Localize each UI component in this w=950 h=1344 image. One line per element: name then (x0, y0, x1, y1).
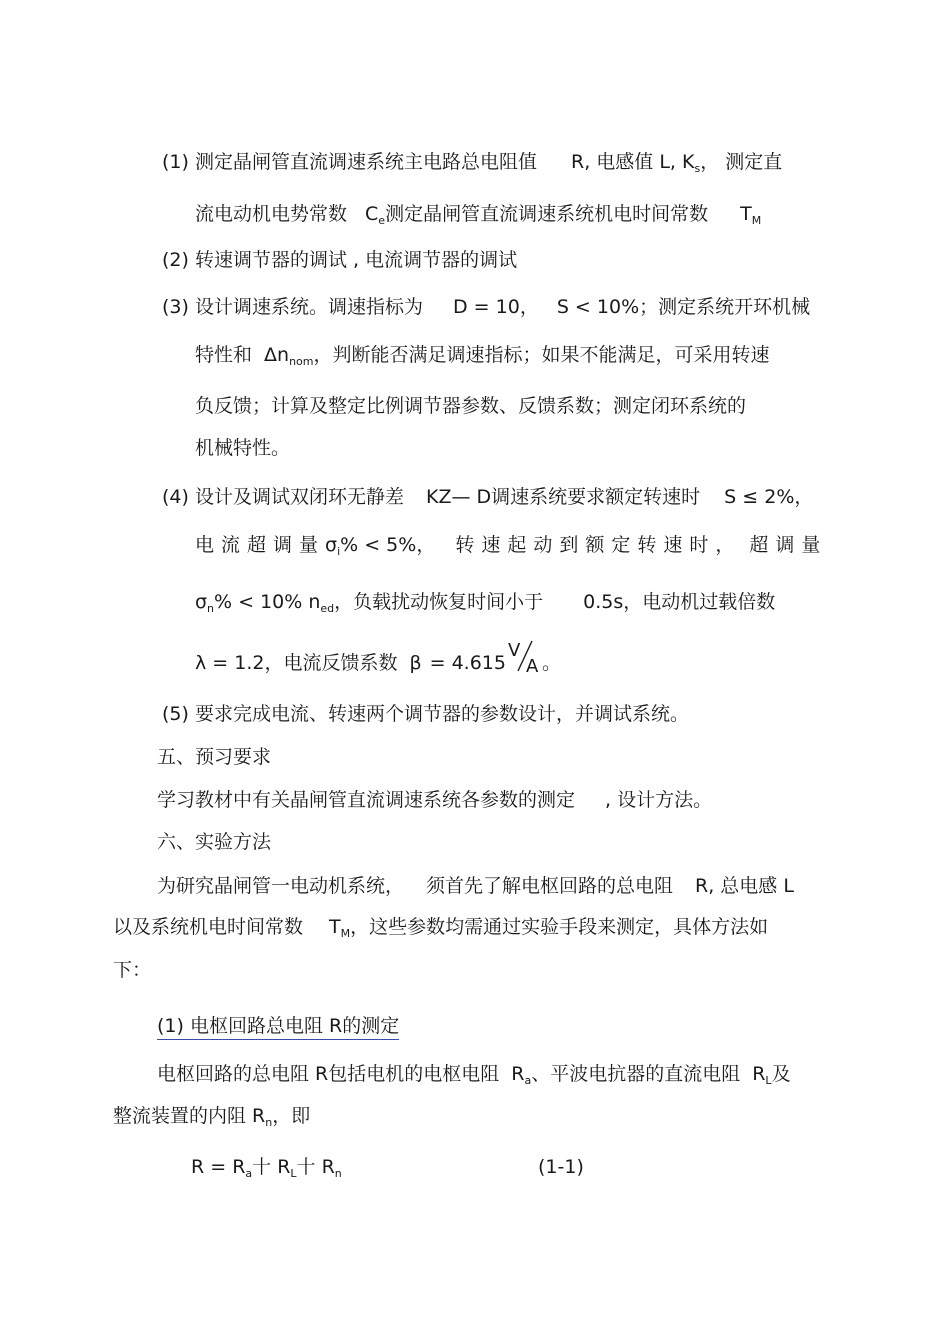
fraction-denominator: A (525, 656, 539, 677)
text-segment: S < 10%；测定系统开环机械 (556, 296, 811, 318)
text-segment: R, 总电感 L (695, 875, 794, 897)
text-segment: 电枢回路的总电阻 R包括电机的电枢电阻 (157, 1063, 500, 1085)
equation-number: (1-1) (538, 1156, 584, 1178)
subscript: L (290, 1167, 297, 1180)
text-segment: = 4.615 (429, 652, 506, 674)
section-6-title: 六、实验方法 (157, 831, 272, 853)
text-segment: ，判断能否满足调速指标；如果不能满足，可采用转速 (313, 344, 770, 366)
text-segment: R (752, 1063, 766, 1085)
text-segment: 0.5s，电动机过载倍数 (583, 591, 776, 613)
item-3-line-1 (195, 295, 810, 319)
subsection-heading-text: (1) 电枢回路总电阻 R的测定 (157, 1015, 399, 1040)
text-segment: β (409, 652, 422, 674)
text-segment: 须首先了解电枢回路的总电阻 (426, 875, 674, 897)
text-segment: KZ— D调速系统要求额定转速时 (426, 486, 701, 508)
text-segment: 设计及调试双闭环无静差 (195, 486, 405, 508)
text-segment: σ (325, 534, 338, 556)
text-segment: 、平波电抗器的直流电阻 (531, 1063, 741, 1085)
item-3-line-4: 机械特性。 (195, 437, 291, 459)
text-segment: 测定晶闸管直流调速系统机电时间常数 (385, 203, 709, 225)
item-2-line: 转速调节器的调试 , 电流调节器的调试 (195, 249, 518, 271)
section-6-line-2 (113, 915, 768, 946)
item-1-line-1 (195, 150, 782, 181)
section-6-line-1 (157, 874, 794, 898)
text-segment: σ (195, 591, 208, 613)
item-number-5: (5) (162, 703, 189, 725)
subsection-1-line-2 (113, 1104, 310, 1135)
text-segment: 测定晶闸管直流调速系统主电路总电阻值 (195, 151, 538, 173)
formula-1-1 (191, 1155, 342, 1186)
item-number-2: (2) (162, 249, 189, 271)
fraction-numerator: V (507, 640, 521, 661)
subscript: M (340, 927, 351, 940)
subsection-1-heading (157, 1014, 399, 1038)
text-segment: λ = 1.2，电流反馈系数 (195, 652, 398, 674)
text-segment: Δn (264, 344, 290, 366)
item-3-line-2 (195, 343, 770, 374)
text-segment: % < 10% n (214, 591, 321, 613)
subscript: i (337, 545, 341, 558)
text-segment: 电流超调量 (195, 534, 326, 556)
fraction-v-over-a (506, 640, 542, 677)
text-segment: 超调量 (749, 534, 828, 556)
subscript: n (334, 1167, 342, 1180)
formula-part: R = R (191, 1156, 246, 1178)
subscript: M (751, 214, 762, 227)
text-segment: 整流装置的内阻 R (113, 1105, 266, 1127)
text-segment: T (740, 203, 752, 225)
formula-part: 十 R (296, 1156, 335, 1178)
item-number-3: (3) (162, 296, 189, 318)
item-4-line-3 (195, 590, 775, 621)
text-segment: 转速起动到额定转速时， (455, 534, 742, 556)
subscript: a (524, 1074, 532, 1087)
subscript: ed (320, 602, 335, 615)
item-4-line-4 (195, 640, 561, 677)
subscript: n (265, 1116, 273, 1129)
text-segment: 流电动机电势常数 (195, 203, 348, 225)
subscript: e (378, 214, 386, 227)
formula-part: 十 R (252, 1156, 291, 1178)
text-segment: 以及系统机电时间常数 (113, 916, 304, 938)
section-5-title: 五、预习要求 (157, 746, 272, 768)
text-segment: , 设计方法。 (605, 789, 713, 811)
item-3-line-3: 负反馈；计算及整定比例调节器参数、反馈系数；测定闭环系统的 (195, 395, 747, 417)
text-segment: C (365, 203, 379, 225)
subscript: n (207, 602, 215, 615)
item-number-1: (1) (162, 151, 189, 173)
text-segment: 设计调速系统。调速指标为 (195, 296, 424, 318)
section-5-body (157, 788, 712, 812)
text-segment: ，这些参数均需通过实验手段来测定，具体方法如 (350, 916, 769, 938)
text-segment: 特性和 (195, 344, 253, 366)
text-segment: S ≤ 2%， (724, 486, 814, 508)
subscript: nom (289, 355, 314, 368)
subscript: a (245, 1167, 253, 1180)
item-4-line-2 (195, 533, 827, 564)
subscript: s (694, 162, 701, 175)
subscript: L (765, 1074, 772, 1087)
text-segment: R, 电感值 L, K (571, 151, 695, 173)
text-segment: 及 (771, 1063, 791, 1085)
item-4-line-1 (195, 485, 813, 509)
section-6-line-3: 下： (113, 959, 152, 981)
item-number-4: (4) (162, 486, 189, 508)
text-segment: D = 10， (453, 296, 539, 318)
text-segment: % < 5%， (340, 534, 436, 556)
item-5-line: 要求完成电流、转速两个调节器的参数设计，并调试系统。 (195, 703, 690, 725)
text-segment: 。 (541, 652, 561, 674)
subsection-1-line-1 (157, 1062, 791, 1093)
text-segment: ，即 (272, 1105, 311, 1127)
text-segment: 为研究晶闸管一电动机系统， (157, 875, 405, 897)
text-segment: T (329, 916, 341, 938)
text-segment: R (511, 1063, 525, 1085)
text-segment: ， 测定直 (700, 151, 783, 173)
item-1-line-2 (195, 202, 761, 233)
text-segment: 学习教材中有关晶闸管直流调速系统各参数的测定 (157, 789, 576, 811)
text-segment: ，负载扰动恢复时间小于 (334, 591, 544, 613)
